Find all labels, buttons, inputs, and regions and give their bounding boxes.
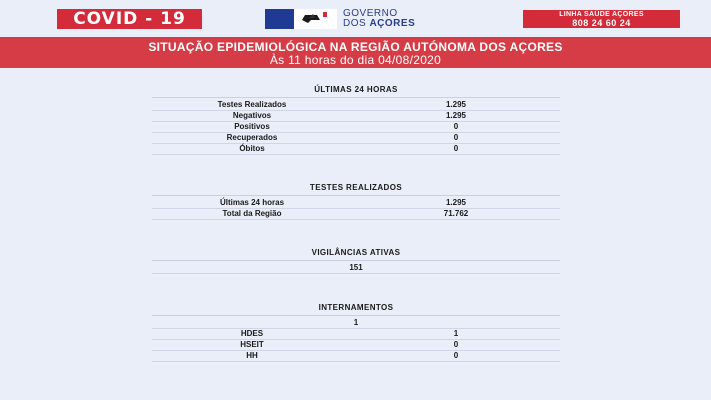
table-row	[152, 144, 560, 155]
table-row	[152, 329, 560, 340]
row-label: HDES	[240, 329, 264, 338]
section-surveillance	[152, 248, 560, 274]
row-label: Recuperados	[226, 133, 278, 142]
table-row	[152, 111, 560, 122]
table-row	[152, 351, 560, 362]
table-row	[152, 122, 560, 133]
row-label: Total da Região	[222, 209, 282, 218]
table-row	[152, 340, 560, 351]
divider	[152, 260, 560, 261]
hotline-number: 808 24 60 24	[572, 18, 631, 28]
gov-line-2b: AÇORES	[369, 18, 416, 29]
row-value: 1.295	[445, 100, 467, 109]
row-label: Últimas 24 horas	[219, 198, 285, 207]
hospitalizations-total: 1	[152, 318, 560, 329]
divider	[152, 315, 560, 316]
section-title: ÚLTIMAS 24 HORAS	[314, 85, 398, 94]
row-value: 0	[453, 133, 459, 142]
row-label: HSEIT	[240, 340, 264, 349]
row-label: HH	[246, 351, 258, 360]
hotline-badge	[523, 10, 680, 28]
section-title: INTERNAMENTOS	[318, 303, 394, 312]
gov-line-2a: DOS	[343, 18, 370, 29]
report-title: SITUAÇÃO EPIDEMIOLÓGICA NA REGIÃO AUTÓNOMA DOS AÇORES	[148, 40, 563, 54]
row-label: Positivos	[234, 122, 270, 131]
row-label: Óbitos	[239, 144, 265, 153]
row-value: 1	[453, 329, 459, 338]
row-label: Negativos	[232, 111, 272, 120]
row-value: 0	[453, 351, 459, 360]
row-value: 1.295	[445, 111, 467, 120]
section-title: TESTES REALIZADOS	[309, 183, 403, 192]
title-banner	[0, 37, 711, 68]
row-value: 0	[453, 144, 459, 153]
section-hospitalizations	[152, 303, 560, 362]
row-label: Testes Realizados	[217, 100, 287, 109]
section-last-24h	[152, 85, 560, 155]
row-value: 71.762	[443, 209, 469, 218]
table-row	[152, 209, 560, 220]
table-row	[152, 133, 560, 144]
table-row	[152, 198, 560, 209]
government-name	[343, 9, 415, 29]
table-row	[152, 100, 560, 111]
government-logo	[265, 9, 415, 29]
section-title: VIGILÂNCIAS ATIVAS	[311, 248, 401, 257]
gov-line-2	[343, 19, 415, 29]
top-bar	[0, 0, 711, 36]
divider	[152, 195, 560, 196]
section-tests	[152, 183, 560, 220]
divider	[152, 97, 560, 98]
azores-flag-icon	[265, 9, 337, 29]
row-value: 0	[453, 340, 459, 349]
hotline-label: LINHA SAÚDE AÇORES	[559, 11, 644, 18]
covid-badge: COVID - 19	[57, 9, 202, 29]
surveillance-value: 151	[152, 263, 560, 274]
gov-line-1: GOVERNO	[343, 8, 398, 19]
row-value: 0	[453, 122, 459, 131]
row-value: 1.295	[445, 198, 467, 207]
report-date: Às 11 horas do dia 04/08/2020	[269, 53, 442, 67]
